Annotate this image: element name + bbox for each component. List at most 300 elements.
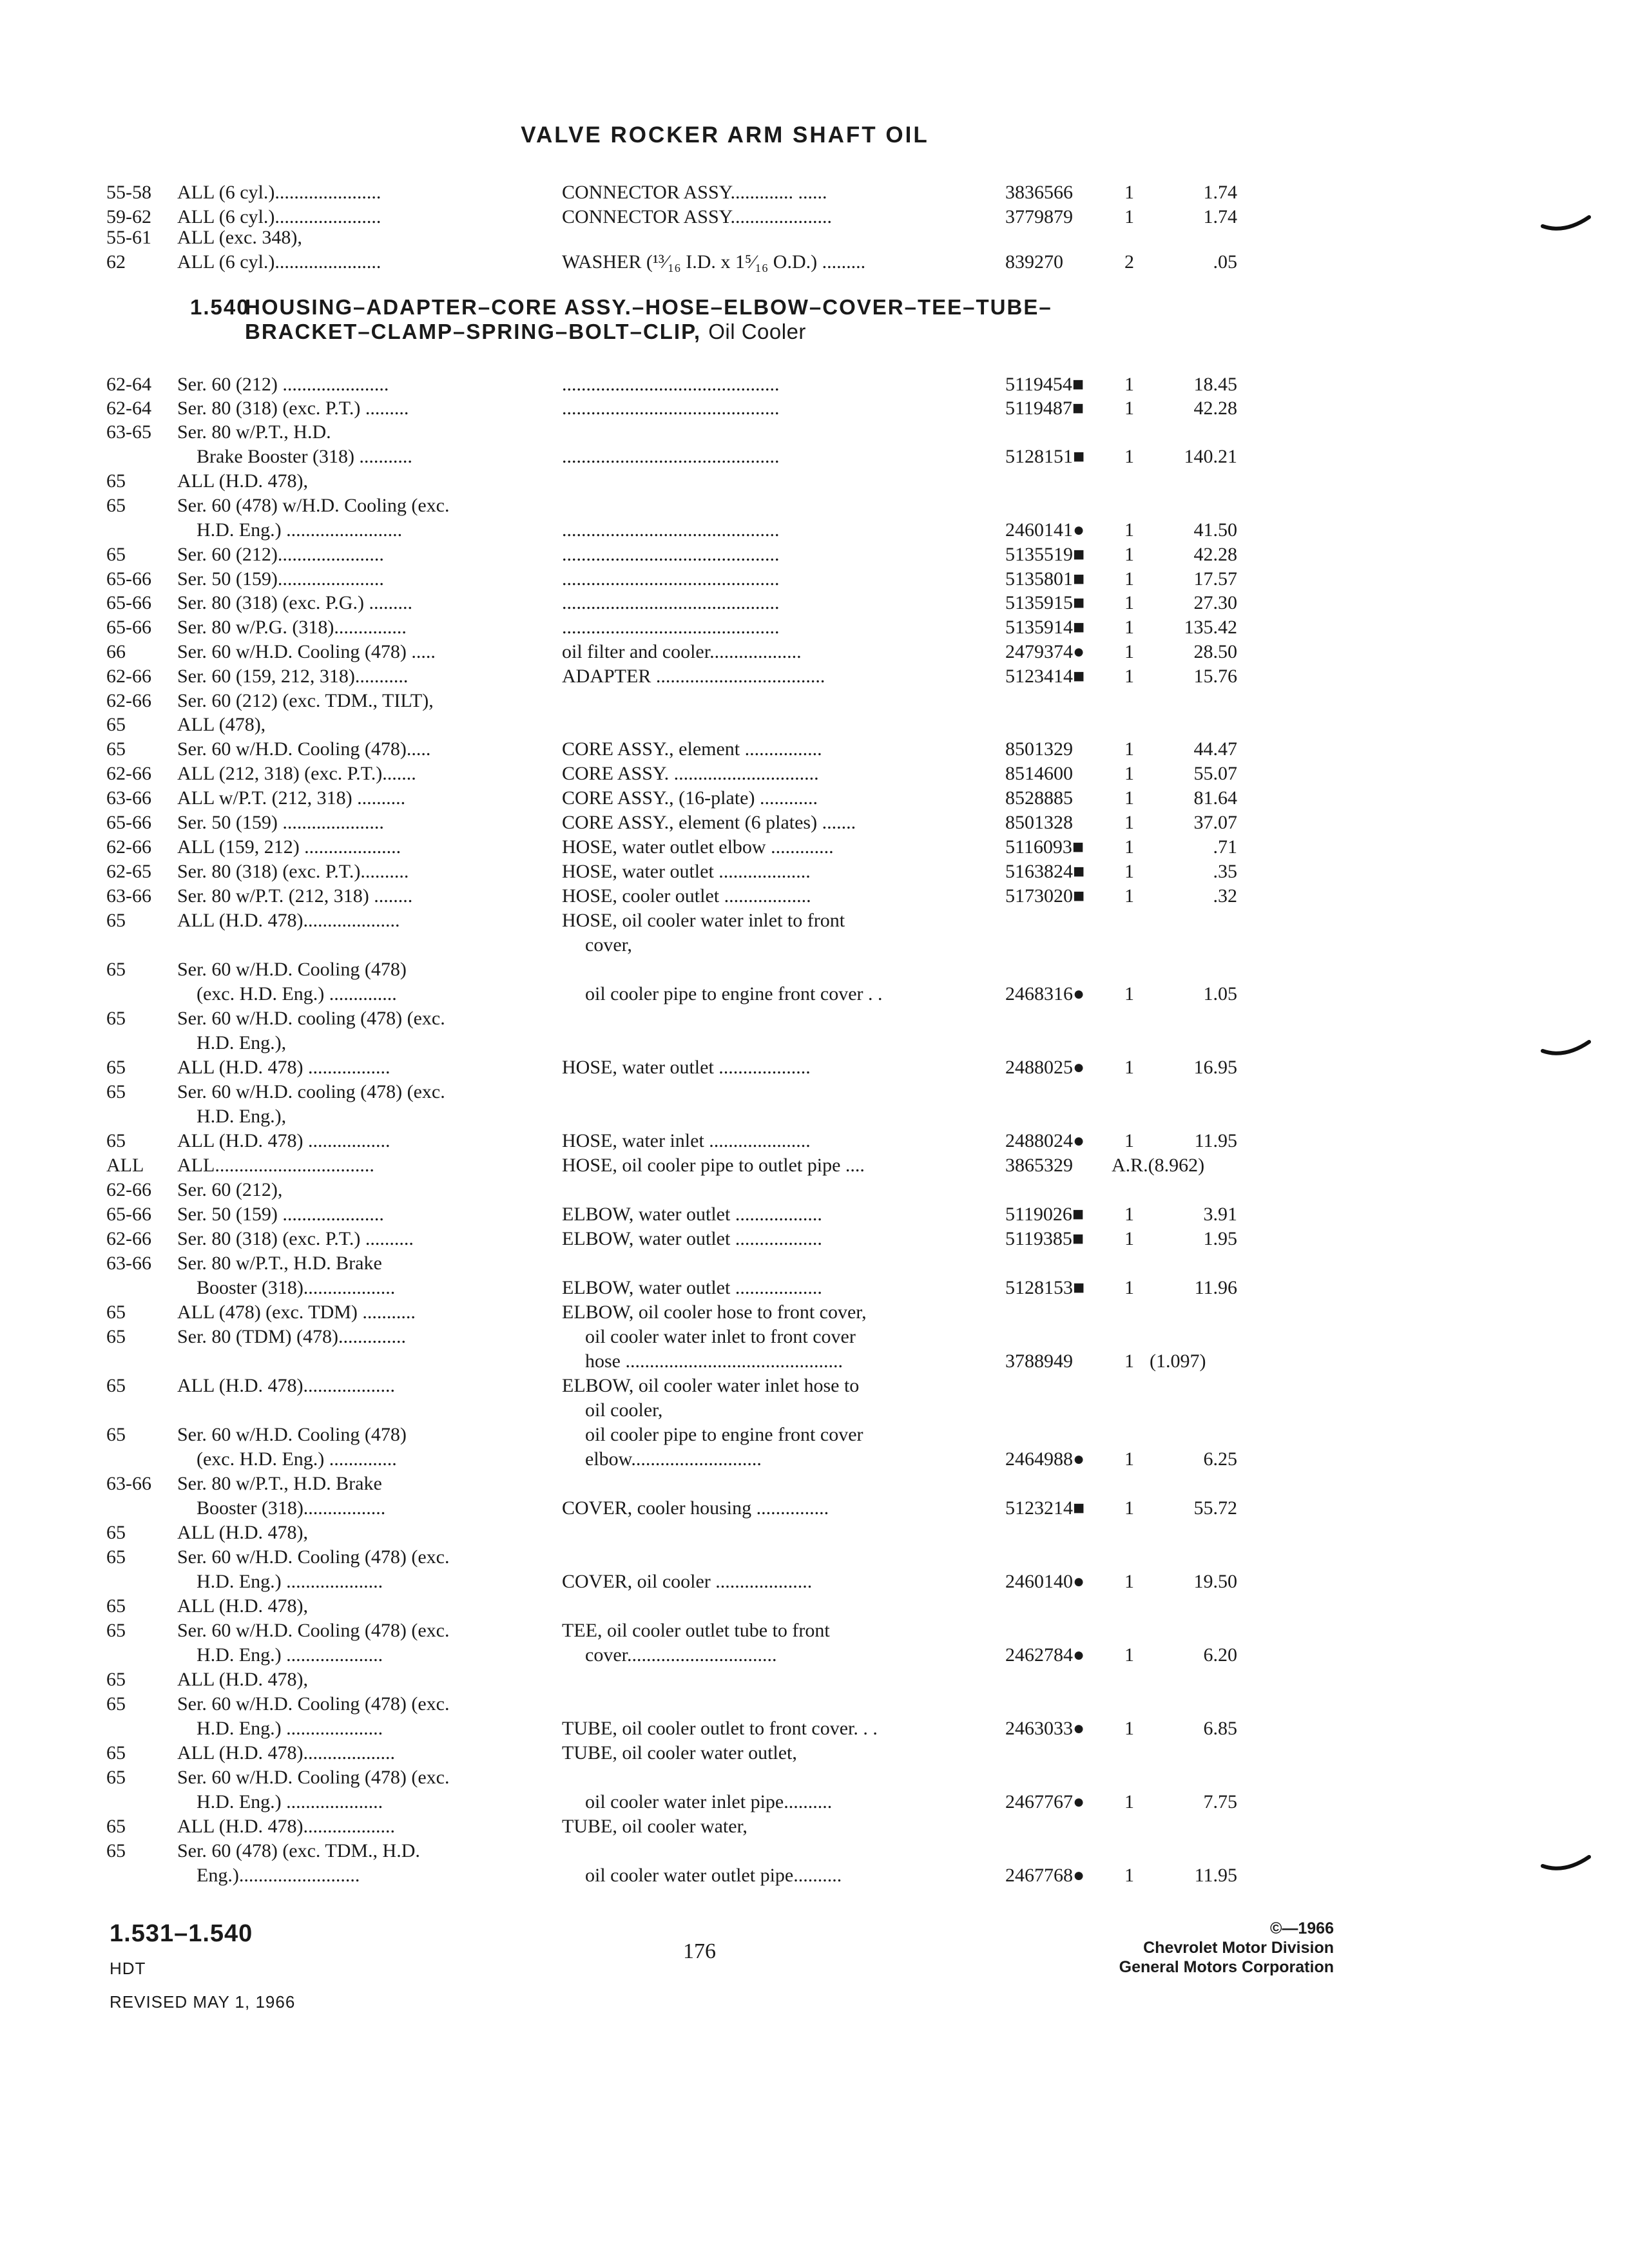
series-cell: Eng.)......................... bbox=[197, 1865, 360, 1886]
table-row bbox=[0, 957, 1629, 982]
part-number-cell: 5123414■ bbox=[1005, 666, 1085, 687]
quantity-cell: 1 bbox=[1124, 787, 1134, 809]
part-number-cell: 3788949 bbox=[1005, 1350, 1073, 1372]
description-cell: TUBE, oil cooler water, bbox=[562, 1816, 747, 1837]
price-cell: .35 bbox=[1213, 861, 1237, 882]
description-cell: oil cooler water inlet to front cover bbox=[585, 1326, 856, 1347]
table-row bbox=[0, 591, 1629, 615]
table-row bbox=[0, 1692, 1629, 1716]
year-cell: 65 bbox=[106, 495, 126, 516]
section-title-suffix: Oil Cooler bbox=[708, 320, 806, 343]
series-cell: Ser. 80 (318) (exc. P.G.) ......... bbox=[177, 592, 412, 613]
series-cell: (exc. H.D. Eng.) .............. bbox=[197, 1448, 397, 1470]
series-cell: ALL (H.D. 478)................... bbox=[177, 1816, 396, 1837]
year-cell: 62-64 bbox=[106, 374, 151, 395]
section-number: 1.540 bbox=[190, 295, 250, 319]
price-cell: 135.42 bbox=[1184, 617, 1237, 638]
description-cell: cover, bbox=[585, 934, 632, 956]
series-cell: H.D. Eng.), bbox=[197, 1032, 287, 1053]
price-cell: 6.25 bbox=[1203, 1448, 1237, 1470]
year-cell: 66 bbox=[106, 641, 126, 662]
table-row bbox=[0, 1398, 1629, 1423]
table-row bbox=[0, 1104, 1629, 1129]
description-cell: oil cooler water inlet pipe.......... bbox=[585, 1791, 833, 1812]
year-cell: 65 bbox=[106, 1424, 126, 1445]
series-cell: ALL w/P.T. (212, 318) .......... bbox=[177, 787, 406, 809]
quantity-cell: 2 bbox=[1124, 251, 1134, 273]
series-cell: Booster (318)................. bbox=[197, 1497, 386, 1519]
price-cell: 1.05 bbox=[1203, 983, 1237, 1004]
series-cell: Ser. 80 (318) (exc. P.T.) ......... bbox=[177, 398, 409, 419]
series-cell: Ser. 60 w/H.D. Cooling (478) bbox=[177, 959, 407, 980]
table-row bbox=[0, 1839, 1629, 1863]
table-row bbox=[0, 543, 1629, 567]
description-cell: CORE ASSY., element (6 plates) ....... bbox=[562, 812, 856, 833]
series-cell: Ser. 60 w/H.D. Cooling (478) ..... bbox=[177, 641, 436, 662]
year-cell: 62-65 bbox=[106, 861, 151, 882]
table-row bbox=[0, 1227, 1629, 1251]
year-cell: 65 bbox=[106, 1546, 126, 1568]
series-cell: ALL (H.D. 478)................... bbox=[177, 1375, 396, 1396]
year-cell: 65 bbox=[106, 738, 126, 760]
quantity-cell: 1 bbox=[1124, 592, 1134, 613]
year-cell: 65 bbox=[106, 1816, 126, 1837]
price-cell: 1.74 bbox=[1203, 182, 1237, 203]
description-cell: ............................................. bbox=[562, 446, 780, 467]
series-cell: ALL (H.D. 478), bbox=[177, 1595, 309, 1617]
table-row bbox=[0, 372, 1629, 397]
description-cell: ELBOW, water outlet .................. bbox=[562, 1277, 822, 1298]
table-row bbox=[0, 1325, 1629, 1349]
series-cell: Ser. 60 w/H.D. Cooling (478) (exc. bbox=[177, 1620, 450, 1641]
year-cell: 65-66 bbox=[106, 1204, 151, 1225]
table-row bbox=[0, 445, 1629, 469]
description-cell: CORE ASSY., (16-plate) ............ bbox=[562, 787, 818, 809]
quantity-cell: 1 bbox=[1124, 1130, 1134, 1151]
quantity-cell: 1 bbox=[1124, 568, 1134, 590]
part-number-cell: 2464988● bbox=[1005, 1448, 1085, 1470]
price-cell: (1.097) bbox=[1150, 1350, 1206, 1372]
table-row bbox=[0, 469, 1629, 494]
price-cell: 1.95 bbox=[1203, 1228, 1237, 1249]
year-cell: 65 bbox=[106, 1326, 126, 1347]
series-cell: Ser. 60 w/H.D. cooling (478) (exc. bbox=[177, 1008, 445, 1029]
description-cell: cover............................... bbox=[585, 1644, 777, 1666]
series-cell: ALL................................. bbox=[177, 1155, 374, 1176]
series-cell: Ser. 60 w/H.D. cooling (478) (exc. bbox=[177, 1081, 445, 1102]
table-row bbox=[0, 664, 1629, 689]
year-cell: 62-66 bbox=[106, 690, 151, 711]
series-cell: (exc. H.D. Eng.) .............. bbox=[197, 983, 397, 1004]
series-cell: ALL (exc. 348), bbox=[177, 227, 302, 248]
description-cell: oil filter and cooler................... bbox=[562, 641, 802, 662]
series-cell: Ser. 60 w/H.D. Cooling (478) (exc. bbox=[177, 1693, 450, 1715]
quantity-cell: 1 bbox=[1124, 885, 1134, 907]
description-cell: CONNECTOR ASSY............. ...... bbox=[562, 182, 827, 203]
quantity-cell: 1 bbox=[1124, 182, 1134, 203]
series-cell: ALL (159, 212) .................... bbox=[177, 836, 401, 858]
table-row bbox=[0, 713, 1629, 737]
part-number-cell: 5135915■ bbox=[1005, 592, 1085, 613]
description-cell: ............................................. bbox=[562, 544, 780, 565]
table-row bbox=[0, 786, 1629, 811]
series-cell: Ser. 60 (478) (exc. TDM., H.D. bbox=[177, 1840, 420, 1861]
description-cell: ELBOW, oil cooler water inlet hose to bbox=[562, 1375, 860, 1396]
footer-publisher bbox=[1031, 1919, 1334, 1977]
price-cell: 44.47 bbox=[1193, 738, 1237, 760]
part-number-cell: 2479374● bbox=[1005, 641, 1085, 662]
quantity-cell: 1 bbox=[1124, 738, 1134, 760]
description-cell: ............................................. bbox=[562, 568, 780, 590]
table-row bbox=[0, 1129, 1629, 1153]
table-row bbox=[0, 835, 1629, 860]
series-cell: Ser. 80 w/P.T., H.D. bbox=[177, 421, 331, 443]
price-cell: 15.76 bbox=[1193, 666, 1237, 687]
table-row bbox=[0, 396, 1629, 421]
price-cell: 19.50 bbox=[1193, 1571, 1237, 1592]
price-cell: 3.91 bbox=[1203, 1204, 1237, 1225]
binder-hole-mark-icon bbox=[1540, 1849, 1592, 1875]
year-cell: 65 bbox=[106, 1595, 126, 1617]
price-cell: 37.07 bbox=[1193, 812, 1237, 833]
part-number-cell: 5128151■ bbox=[1005, 446, 1085, 467]
table-row bbox=[0, 1080, 1629, 1104]
quantity-cell: 1 bbox=[1124, 1718, 1134, 1739]
price-cell: 18.45 bbox=[1193, 374, 1237, 395]
part-number-cell: 839270 bbox=[1005, 251, 1063, 273]
page-title: VALVE ROCKER ARM SHAFT OIL bbox=[521, 122, 929, 148]
year-cell: 65 bbox=[106, 910, 126, 931]
table-row bbox=[0, 908, 1629, 933]
year-cell: 62-66 bbox=[106, 763, 151, 784]
price-cell: 28.50 bbox=[1193, 641, 1237, 662]
series-cell: ALL (H.D. 478) ................. bbox=[177, 1130, 390, 1151]
quantity-cell: 1 bbox=[1124, 1865, 1134, 1886]
table-row bbox=[0, 1643, 1629, 1667]
series-cell: ALL (H.D. 478) ................. bbox=[177, 1057, 390, 1078]
description-cell: ............................................. bbox=[562, 398, 780, 419]
quantity-cell: 1 bbox=[1124, 446, 1134, 467]
table-row bbox=[0, 615, 1629, 640]
part-number-cell: 5119454■ bbox=[1005, 374, 1084, 395]
part-number-cell: 5163824■ bbox=[1005, 861, 1085, 882]
series-cell: H.D. Eng.) .................... bbox=[197, 1571, 383, 1592]
section-heading bbox=[190, 295, 1286, 344]
table-row bbox=[0, 420, 1629, 445]
price-cell: 6.20 bbox=[1203, 1644, 1237, 1666]
year-cell: 55-58 bbox=[106, 182, 151, 203]
quantity-cell: 1 bbox=[1124, 398, 1134, 419]
quantity-cell: 1 bbox=[1124, 983, 1134, 1004]
series-cell: ALL (H.D. 478), bbox=[177, 470, 309, 492]
table-row bbox=[0, 1790, 1629, 1814]
part-number-cell: 2467768● bbox=[1005, 1865, 1085, 1886]
series-cell: H.D. Eng.) .................... bbox=[197, 1644, 383, 1666]
part-number-cell: 5116093■ bbox=[1005, 836, 1084, 858]
year-cell: 63-65 bbox=[106, 421, 151, 443]
price-cell: .71 bbox=[1213, 836, 1237, 858]
footer-copyright: ©—1966 bbox=[1269, 1919, 1334, 1937]
series-cell: ALL (478) (exc. TDM) ........... bbox=[177, 1302, 416, 1323]
table-row bbox=[0, 640, 1629, 664]
year-cell: 65 bbox=[106, 544, 126, 565]
table-row bbox=[0, 811, 1629, 835]
price-cell: 140.21 bbox=[1184, 446, 1237, 467]
section-title-line2: BRACKET–CLAMP–SPRING–BOLT–CLIP, bbox=[245, 320, 702, 343]
series-cell: Ser. 60 w/H.D. Cooling (478) bbox=[177, 1424, 407, 1445]
table-row bbox=[0, 1741, 1629, 1765]
description-cell: TUBE, oil cooler water outlet, bbox=[562, 1742, 797, 1763]
description-cell: HOSE, oil cooler water inlet to front bbox=[562, 910, 845, 931]
table-row bbox=[0, 933, 1629, 957]
series-cell: H.D. Eng.) ........................ bbox=[197, 519, 403, 541]
table-row bbox=[0, 1496, 1629, 1521]
price-cell: .05 bbox=[1213, 251, 1237, 273]
series-cell: ALL (H.D. 478).................... bbox=[177, 910, 400, 931]
year-cell: 63-66 bbox=[106, 1253, 151, 1274]
price-cell: 55.07 bbox=[1193, 763, 1237, 784]
table-row bbox=[0, 1521, 1629, 1545]
series-cell: Brake Booster (318) ........... bbox=[197, 446, 412, 467]
description-cell: oil cooler pipe to engine front cover . . bbox=[585, 983, 883, 1004]
table-row bbox=[0, 1545, 1629, 1570]
description-cell: ADAPTER ................................... bbox=[562, 666, 825, 687]
price-cell: 7.75 bbox=[1203, 1791, 1237, 1812]
description-cell: ELBOW, water outlet .................. bbox=[562, 1204, 822, 1225]
quantity-cell: 1 bbox=[1124, 544, 1134, 565]
year-cell: 65 bbox=[106, 1130, 126, 1151]
part-number-cell: 2460141● bbox=[1005, 519, 1085, 541]
table-row bbox=[0, 180, 1629, 205]
table-row bbox=[0, 1251, 1629, 1276]
quantity-cell: A.R.(8.962) bbox=[1112, 1155, 1205, 1176]
series-cell: Ser. 80 w/P.T. (212, 318) ........ bbox=[177, 885, 413, 907]
year-cell: 62-66 bbox=[106, 1179, 151, 1200]
table-row bbox=[0, 1863, 1629, 1888]
binder-hole-mark-icon bbox=[1540, 209, 1592, 235]
part-number-cell: 8501329 bbox=[1005, 738, 1073, 760]
description-cell: WASHER (¹³⁄₁₆ I.D. x 1⁵⁄₁₆ O.D.) ......... bbox=[562, 251, 866, 273]
part-number-cell: 5119026■ bbox=[1005, 1204, 1084, 1225]
year-cell: 65 bbox=[106, 1840, 126, 1861]
table-row bbox=[0, 1765, 1629, 1790]
description-cell: CONNECTOR ASSY..................... bbox=[562, 206, 832, 227]
table-row bbox=[0, 1447, 1629, 1472]
series-cell: Ser. 60 w/H.D. Cooling (478) (exc. bbox=[177, 1767, 450, 1788]
quantity-cell: 1 bbox=[1124, 1791, 1134, 1812]
part-number-cell: 2460140● bbox=[1005, 1571, 1085, 1592]
quantity-cell: 1 bbox=[1124, 641, 1134, 662]
table-row bbox=[0, 1472, 1629, 1496]
footer-corporation: General Motors Corporation bbox=[1119, 1958, 1334, 1976]
series-cell: Ser. 50 (159) ..................... bbox=[177, 812, 384, 833]
series-cell: Ser. 50 (159) ..................... bbox=[177, 1204, 384, 1225]
series-cell: ALL (H.D. 478)................... bbox=[177, 1742, 396, 1763]
price-cell: 16.95 bbox=[1193, 1057, 1237, 1078]
price-cell: 27.30 bbox=[1193, 592, 1237, 613]
table-row bbox=[0, 250, 1629, 274]
year-cell: 65 bbox=[106, 1081, 126, 1102]
price-cell: 55.72 bbox=[1193, 1497, 1237, 1519]
part-number-cell: 3836566 bbox=[1005, 182, 1073, 203]
year-cell: 65 bbox=[106, 1767, 126, 1788]
year-cell: ALL bbox=[106, 1155, 144, 1176]
quantity-cell: 1 bbox=[1124, 1350, 1134, 1372]
quantity-cell: 1 bbox=[1124, 1277, 1134, 1298]
series-cell: Ser. 60 (159, 212, 318)........... bbox=[177, 666, 409, 687]
series-cell: Ser. 80 w/P.T., H.D. Brake bbox=[177, 1473, 382, 1494]
year-cell: 65-66 bbox=[106, 617, 151, 638]
description-cell: ............................................. bbox=[562, 519, 780, 541]
quantity-cell: 1 bbox=[1124, 1571, 1134, 1592]
price-cell: 6.85 bbox=[1203, 1718, 1237, 1739]
series-cell: H.D. Eng.) .................... bbox=[197, 1791, 383, 1812]
table-row bbox=[0, 1055, 1629, 1080]
table-row bbox=[0, 1716, 1629, 1741]
quantity-cell: 1 bbox=[1124, 1448, 1134, 1470]
description-cell: COVER, oil cooler .................... bbox=[562, 1571, 813, 1592]
quantity-cell: 1 bbox=[1124, 1057, 1134, 1078]
description-cell: HOSE, water inlet ..................... bbox=[562, 1130, 811, 1151]
description-cell: COVER, cooler housing ............... bbox=[562, 1497, 829, 1519]
series-cell: Ser. 60 w/H.D. Cooling (478) (exc. bbox=[177, 1546, 450, 1568]
series-cell: ALL (478), bbox=[177, 714, 266, 735]
description-cell: ............................................. bbox=[562, 617, 780, 638]
quantity-cell: 1 bbox=[1124, 836, 1134, 858]
price-cell: 17.57 bbox=[1193, 568, 1237, 590]
quantity-cell: 1 bbox=[1124, 1497, 1134, 1519]
year-cell: 63-66 bbox=[106, 1473, 151, 1494]
series-cell: Ser. 60 (478) w/H.D. Cooling (exc. bbox=[177, 495, 450, 516]
description-cell: CORE ASSY. .............................. bbox=[562, 763, 819, 784]
price-cell: 41.50 bbox=[1193, 519, 1237, 541]
description-cell: CORE ASSY., element ................ bbox=[562, 738, 822, 760]
quantity-cell: 1 bbox=[1124, 206, 1134, 227]
table-row bbox=[0, 1300, 1629, 1325]
series-cell: Ser. 50 (159)...................... bbox=[177, 568, 384, 590]
quantity-cell: 1 bbox=[1124, 861, 1134, 882]
quantity-cell: 1 bbox=[1124, 519, 1134, 541]
footer-hdt: HDT bbox=[110, 1959, 146, 1978]
table-row bbox=[0, 982, 1629, 1006]
table-row bbox=[0, 860, 1629, 884]
series-cell: Ser. 60 (212) (exc. TDM., TILT), bbox=[177, 690, 434, 711]
description-cell: elbow........................... bbox=[585, 1448, 762, 1470]
table-row bbox=[0, 737, 1629, 762]
table-row bbox=[0, 1594, 1629, 1619]
year-cell: 62-66 bbox=[106, 836, 151, 858]
year-cell: 65 bbox=[106, 959, 126, 980]
series-cell: Booster (318)................... bbox=[197, 1277, 396, 1298]
part-number-cell: 5123214■ bbox=[1005, 1497, 1085, 1519]
description-cell: oil cooler water outlet pipe.......... bbox=[585, 1865, 842, 1886]
part-number-cell: 8514600 bbox=[1005, 763, 1073, 784]
description-cell: oil cooler, bbox=[585, 1399, 663, 1421]
part-number-cell: 5135914■ bbox=[1005, 617, 1085, 638]
year-cell: 65 bbox=[106, 1375, 126, 1396]
part-number-cell: 5128153■ bbox=[1005, 1277, 1085, 1298]
year-cell: 65-66 bbox=[106, 812, 151, 833]
table-row bbox=[0, 1814, 1629, 1839]
year-cell: 62-66 bbox=[106, 666, 151, 687]
series-cell: ALL (212, 318) (exc. P.T.)....... bbox=[177, 763, 416, 784]
part-number-cell: 2462784● bbox=[1005, 1644, 1085, 1666]
quantity-cell: 1 bbox=[1124, 1228, 1134, 1249]
price-cell: 11.95 bbox=[1194, 1865, 1237, 1886]
part-number-cell: 5119385■ bbox=[1005, 1228, 1084, 1249]
part-number-cell: 2467767● bbox=[1005, 1791, 1085, 1812]
part-number-cell: 5135801■ bbox=[1005, 568, 1085, 590]
quantity-cell: 1 bbox=[1124, 374, 1134, 395]
part-number-cell: 8501328 bbox=[1005, 812, 1073, 833]
table-row bbox=[0, 1423, 1629, 1447]
series-cell: Ser. 60 (212)...................... bbox=[177, 544, 384, 565]
year-cell: 65 bbox=[106, 1057, 126, 1078]
year-cell: 65-66 bbox=[106, 592, 151, 613]
part-number-cell: 5173020■ bbox=[1005, 885, 1085, 907]
year-cell: 63-66 bbox=[106, 885, 151, 907]
part-number-cell: 3865329 bbox=[1005, 1155, 1073, 1176]
section-title-line1: HOUSING–ADAPTER–CORE ASSY.–HOSE–ELBOW–COVER–TEE–TUBE– bbox=[245, 295, 1052, 319]
table-row bbox=[0, 1619, 1629, 1643]
description-cell: hose ............................................. bbox=[585, 1350, 843, 1372]
year-cell: 62-66 bbox=[106, 1228, 151, 1249]
description-cell: TUBE, oil cooler outlet to front cover. . . bbox=[562, 1718, 878, 1739]
price-cell: 42.28 bbox=[1193, 544, 1237, 565]
series-cell: ALL (6 cyl.)...................... bbox=[177, 251, 381, 273]
year-cell: 65 bbox=[106, 1742, 126, 1763]
table-row bbox=[0, 689, 1629, 713]
year-cell: 65 bbox=[106, 1669, 126, 1690]
year-cell: 63-66 bbox=[106, 787, 151, 809]
footer-revised-date: REVISED MAY 1, 1966 bbox=[110, 1992, 296, 2012]
table-row bbox=[0, 1667, 1629, 1692]
table-row bbox=[0, 1276, 1629, 1300]
year-cell: 65 bbox=[106, 470, 126, 492]
description-cell: HOSE, water outlet ................... bbox=[562, 861, 811, 882]
series-cell: ALL (6 cyl.)...................... bbox=[177, 182, 381, 203]
table-row bbox=[0, 1178, 1629, 1202]
series-cell: ALL (6 cyl.)...................... bbox=[177, 206, 381, 227]
year-cell: 65 bbox=[106, 1302, 126, 1323]
part-number-cell: 2488024● bbox=[1005, 1130, 1085, 1151]
quantity-cell: 1 bbox=[1124, 812, 1134, 833]
part-number-cell: 5119487■ bbox=[1005, 398, 1084, 419]
binder-hole-mark-icon bbox=[1540, 1034, 1592, 1060]
table-row bbox=[0, 226, 1629, 250]
year-cell: 59-62 bbox=[106, 206, 151, 227]
part-number-cell: 5135519■ bbox=[1005, 544, 1085, 565]
table-row bbox=[0, 567, 1629, 591]
series-cell: ALL (H.D. 478), bbox=[177, 1669, 309, 1690]
part-number-cell: 2488025● bbox=[1005, 1057, 1085, 1078]
quantity-cell: 1 bbox=[1124, 763, 1134, 784]
description-cell: oil cooler pipe to engine front cover bbox=[585, 1424, 863, 1445]
part-number-cell: 2468316● bbox=[1005, 983, 1085, 1004]
year-cell: 65-66 bbox=[106, 568, 151, 590]
series-cell: Ser. 60 w/H.D. Cooling (478)..... bbox=[177, 738, 431, 760]
description-cell: HOSE, water outlet elbow ............. bbox=[562, 836, 834, 858]
price-cell: 11.95 bbox=[1194, 1130, 1237, 1151]
year-cell: 65 bbox=[106, 1620, 126, 1641]
series-cell: Ser. 60 (212), bbox=[177, 1179, 283, 1200]
quantity-cell: 1 bbox=[1124, 1204, 1134, 1225]
price-cell: 11.96 bbox=[1194, 1277, 1237, 1298]
series-cell: Ser. 80 w/P.T., H.D. Brake bbox=[177, 1253, 382, 1274]
year-cell: 65 bbox=[106, 1693, 126, 1715]
quantity-cell: 1 bbox=[1124, 1644, 1134, 1666]
table-row bbox=[0, 884, 1629, 908]
